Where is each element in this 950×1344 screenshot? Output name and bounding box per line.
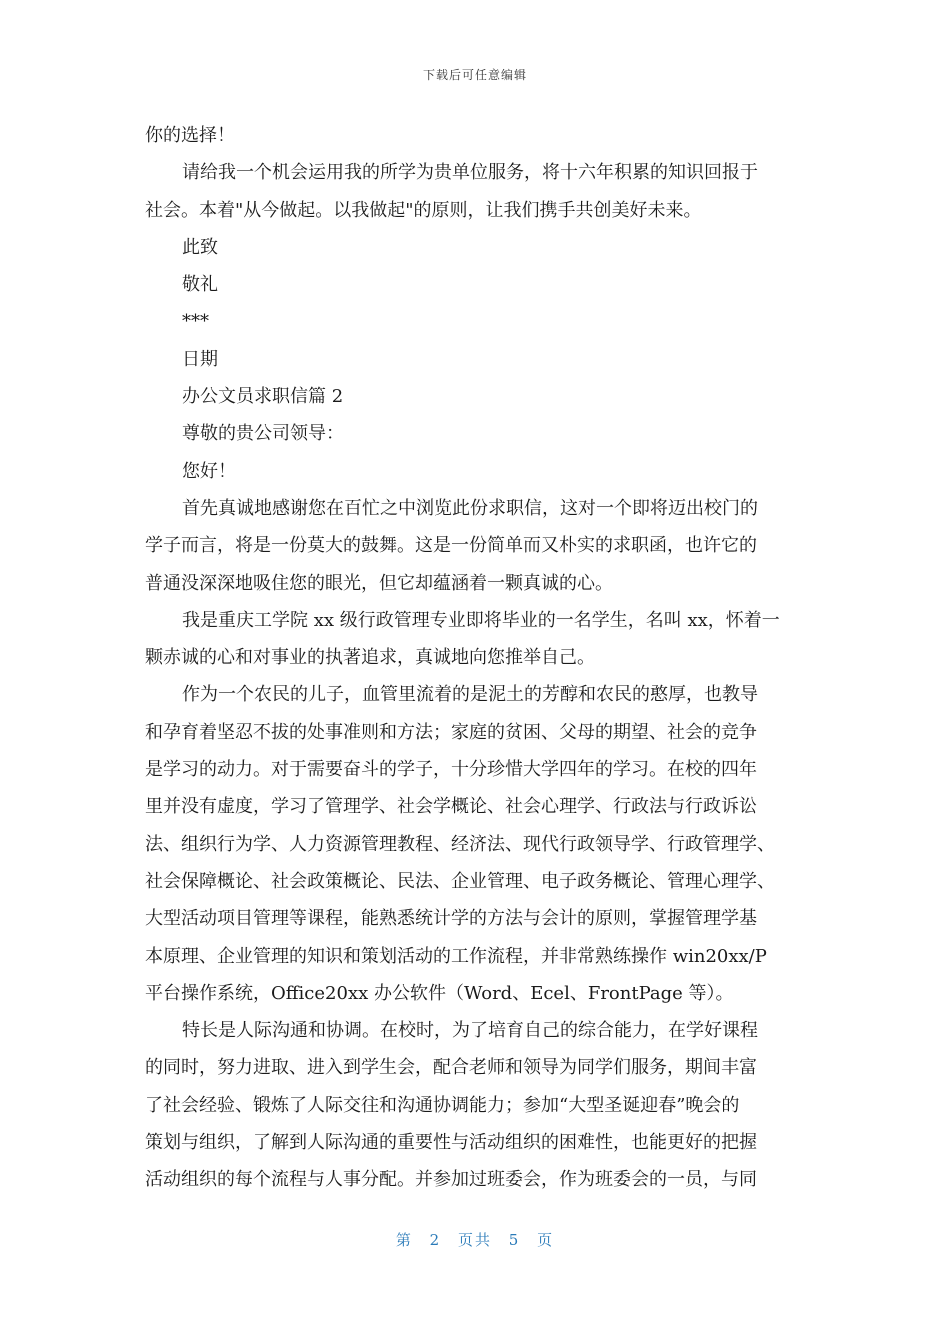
text-line: 此致 [182,236,218,258]
text-line: 社会保障概论、社会政策概论、民法、企业管理、电子政务概论、管理心理学、 [145,870,775,892]
page-footer: 第 2 页共 5 页 [395,1231,555,1249]
text-line: 是学习的动力。对于需要奋斗的学子，十分珍惜大学四年的学习。在校的四年 [145,759,757,781]
text-line: 学子而言，将是一份莫大的鼓舞。这是一份简单而又朴实的求职函，也许它的 [145,535,757,557]
text-line: 请给我一个机会运用我的所学为贵单位服务，将十六年积累的知识回报于 [182,162,758,184]
text-line: 策划与组织，了解到人际沟通的重要性与活动组织的困难性，也能更好的把握 [145,1132,757,1154]
text-line: 您好！ [182,460,236,482]
text-line: 法、组织行为学、人力资源管理教程、经济法、现代行政领导学、行政管理学、 [145,833,775,855]
document-body [145,117,809,1199]
page-header-note: 下载后可任意编辑 [422,68,527,82]
text-line: 办公文员求职信篇 2 [182,386,344,408]
text-line: 尊敬的贵公司领导： [182,423,344,445]
text-line: 普通没深深地吸住您的眼光，但它却蕴涵着一颗真诚的心。 [145,572,613,594]
text-line: 里并没有虚度，学习了管理学、社会学概论、社会心理学、行政法与行政诉讼 [145,796,757,818]
text-line: 了社会经验、锻炼了人际交往和沟通协调能力；参加“大型圣诞迎春”晚会的 [145,1094,740,1116]
text-line: 颗赤诚的心和对事业的执著追求，真诚地向您推举自己。 [145,647,595,669]
text-line: 日期 [182,348,218,370]
text-line: 大型活动项目管理等课程，能熟悉统计学的方法与会计的原则，掌握管理学基 [145,908,757,930]
text-line: 我是重庆工学院 xx 级行政管理专业即将毕业的一名学生，名叫 xx，怀着一 [182,609,780,631]
text-line: 的同时，努力进取、进入到学生会，配合老师和领导为同学们服务，期间丰富 [145,1057,757,1079]
text-line: *** [182,311,209,333]
text-line: 平台操作系统，Office20xx 办公软件（Word、Ecel、FrontPage 等）。 [145,982,734,1004]
text-line: 本原理、企业管理的知识和策划活动的工作流程，并非常熟练操作 win20xx/P [145,945,767,967]
text-line: 特长是人际沟通和协调。在校时，为了培育自己的综合能力，在学好课程 [182,1020,758,1042]
text-line: 你的选择！ [145,125,235,146]
text-line: 首先真诚地感谢您在百忙之中浏览此份求职信，这对一个即将迈出校门的 [182,497,758,519]
text-line: 活动组织的每个流程与人事分配。并参加过班委会，作为班委会的一员，与同 [145,1169,757,1191]
text-line: 和孕育着坚忍不拔的处事准则和方法；家庭的贫困、父母的期望、社会的竞争 [145,721,757,743]
text-line: 敬礼 [182,274,218,296]
text-line: 作为一个农民的儿子，血管里流着的是泥土的芳醇和农民的憨厚，也教导 [182,684,758,706]
text-line: 社会。本着"从今做起。以我做起"的原则，让我们携手共创美好未来。 [145,199,702,221]
